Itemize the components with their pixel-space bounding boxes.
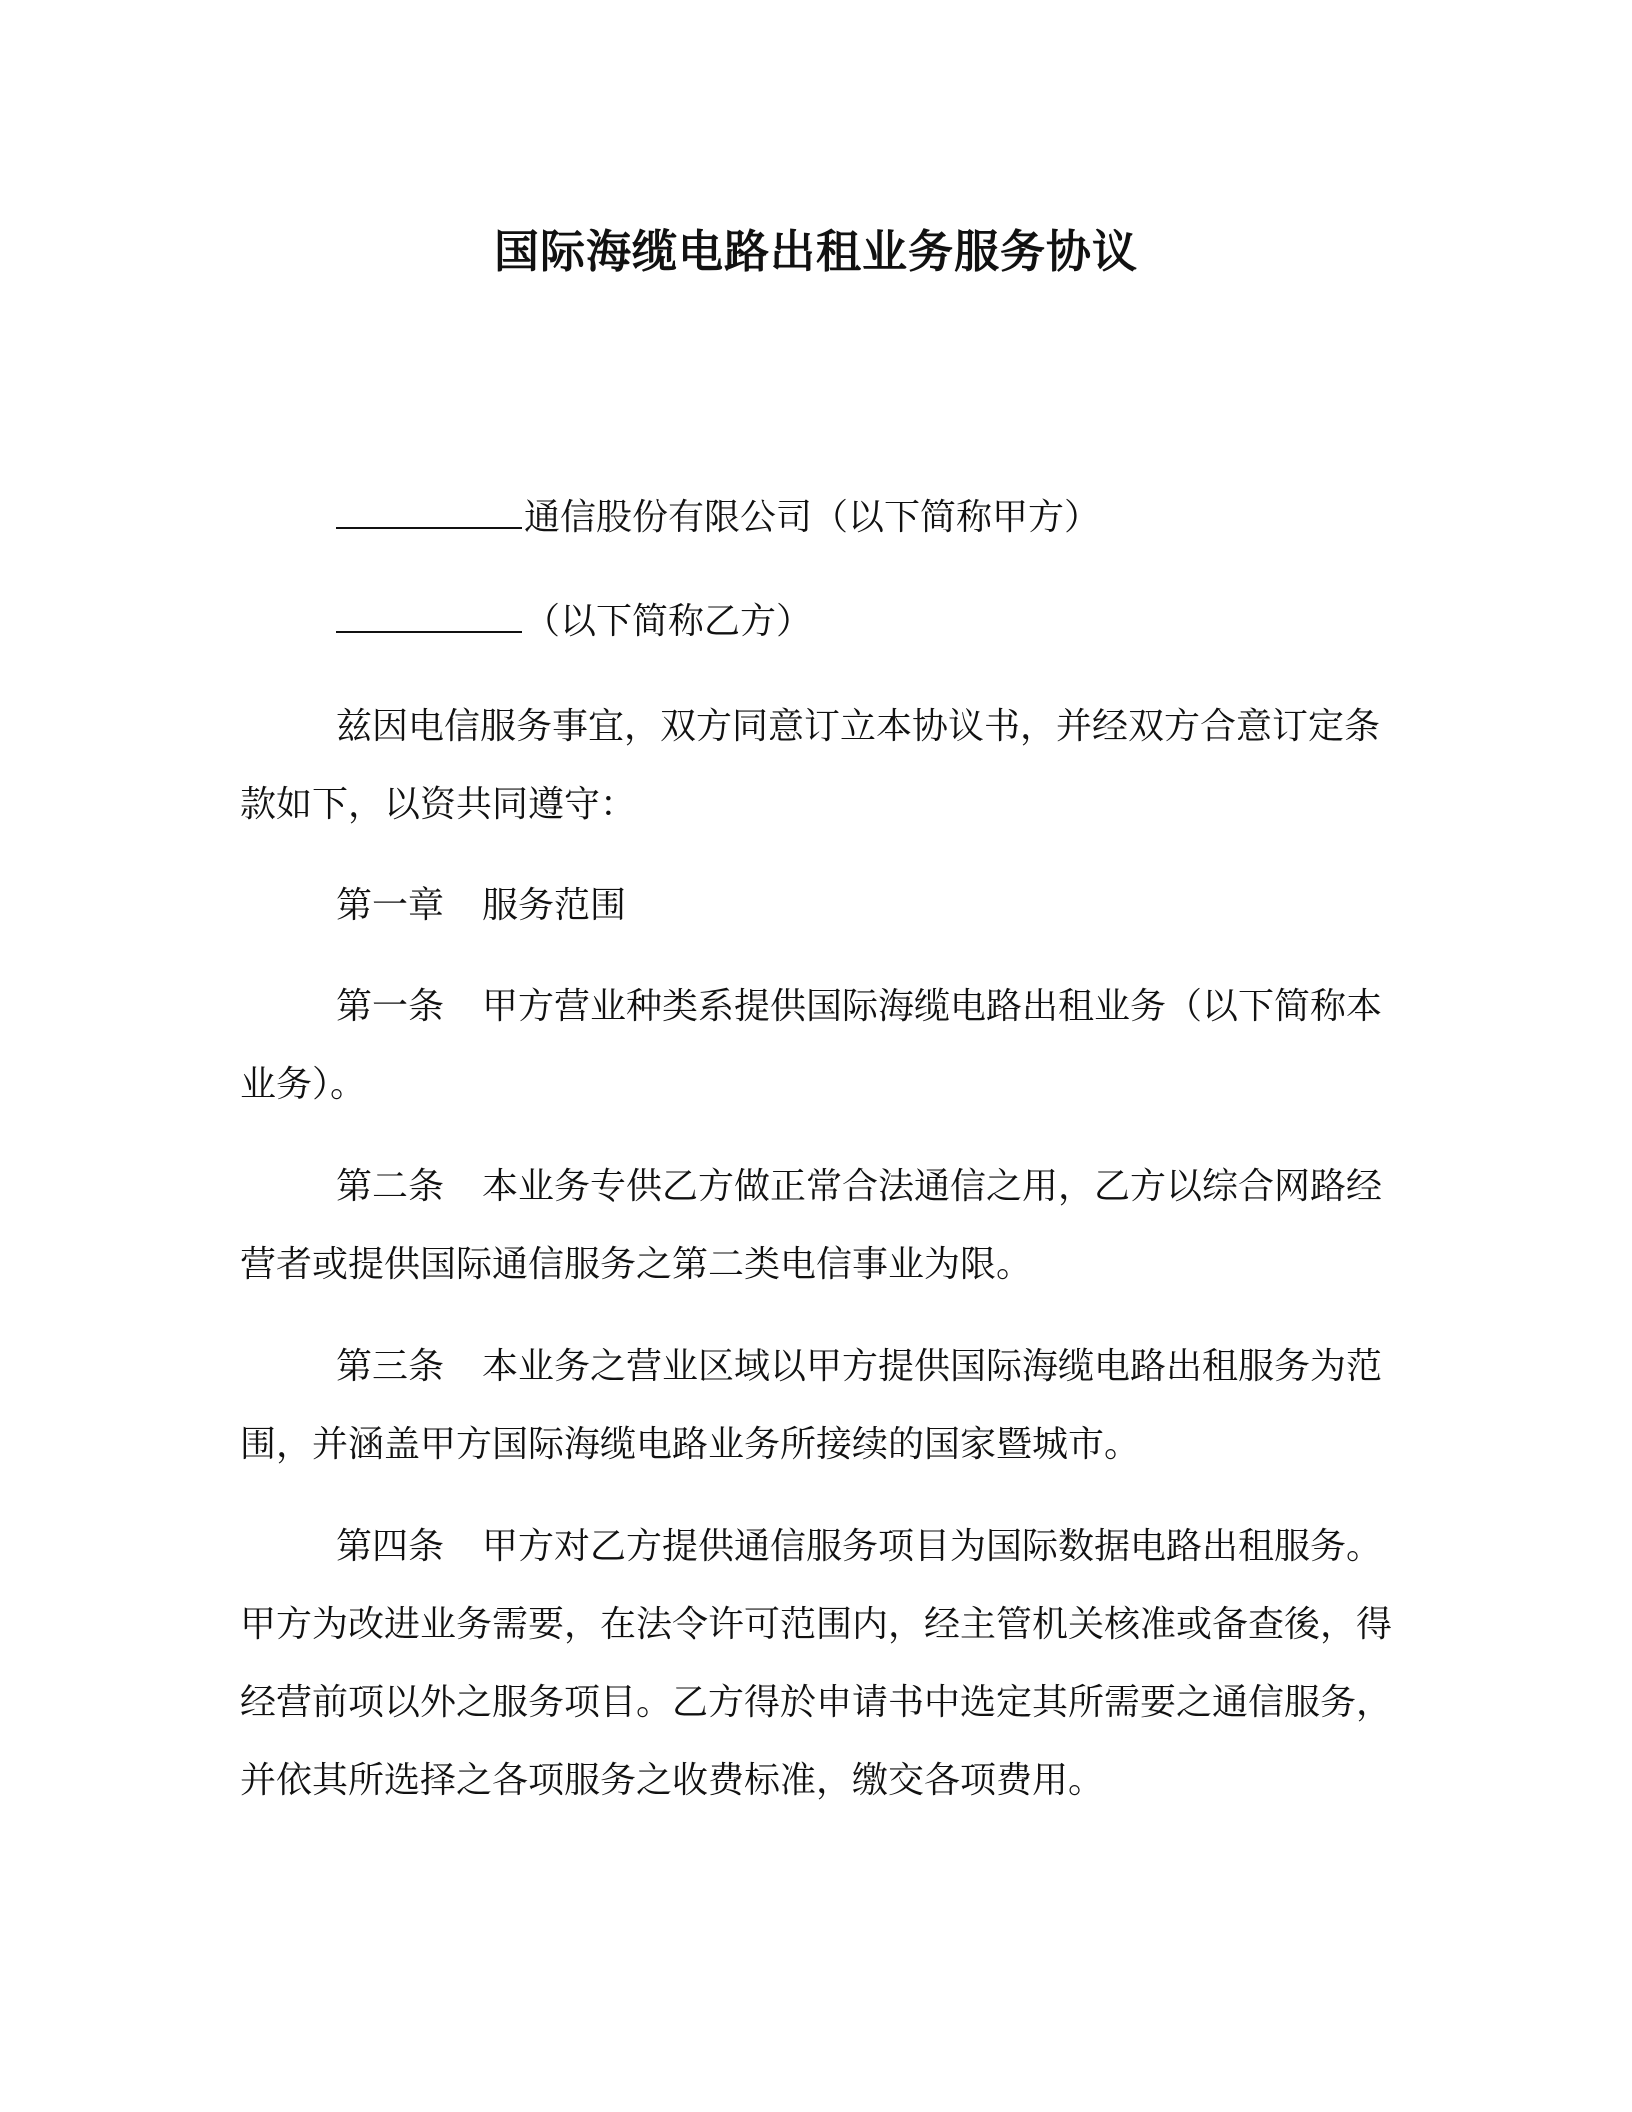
party-a-text: 通信股份有限公司（以下简称甲方） <box>524 497 1101 538</box>
article-3-text: 本业务之营业区域以甲方提供国际海缆电路出租服务为范围，并涵盖甲方国际海缆电路业务所接续的国家暨城市。 <box>240 1346 1383 1465</box>
article-1-text: 甲方营业种类系提供国际海缆电路出租业务（以下简称本业务）。 <box>240 986 1383 1105</box>
article-2-text: 本业务专供乙方做正常合法通信之用，乙方以综合网路经营者或提供国际通信服务之第二类电信事业为限。 <box>240 1166 1383 1285</box>
chapter-1-title: 服务范围 <box>482 885 627 926</box>
article-4-text: 甲方对乙方提供通信服务项目为国际数据电路出租服务。甲方为改进业务需要，在法令许可范围内，经主管机关核准或备查後，得经营前项以外之服务项目。乙方得於申请书中选定其所需要之通信服务，并依其所选择之各项服务之收费标准，缴交各项费用。 <box>240 1526 1393 1801</box>
article-4-label: 第四条 <box>336 1526 445 1567</box>
document-title: 国际海缆电路出租业务服务协议 <box>493 225 1138 278</box>
article-4 <box>240 1508 1400 1820</box>
party-b-line <box>336 592 812 652</box>
party-b-text: （以下简称乙方） <box>524 601 813 642</box>
chapter-1-heading <box>336 876 626 936</box>
article-2 <box>240 1148 1400 1304</box>
article-3-label: 第三条 <box>336 1346 445 1387</box>
party-a-line <box>336 488 1100 548</box>
party-b-blank[interactable] <box>336 597 522 633</box>
article-2-label: 第二条 <box>336 1166 445 1207</box>
preamble-paragraph: 兹因电信服务事宜，双方同意订立本协议书，并经双方合意订定条款如下，以资共同遵守： <box>240 706 1381 825</box>
article-3 <box>240 1328 1400 1484</box>
article-1 <box>240 968 1400 1124</box>
party-a-blank[interactable] <box>336 493 522 529</box>
chapter-1-label: 第一章 <box>336 885 445 926</box>
article-1-label: 第一条 <box>336 986 445 1027</box>
